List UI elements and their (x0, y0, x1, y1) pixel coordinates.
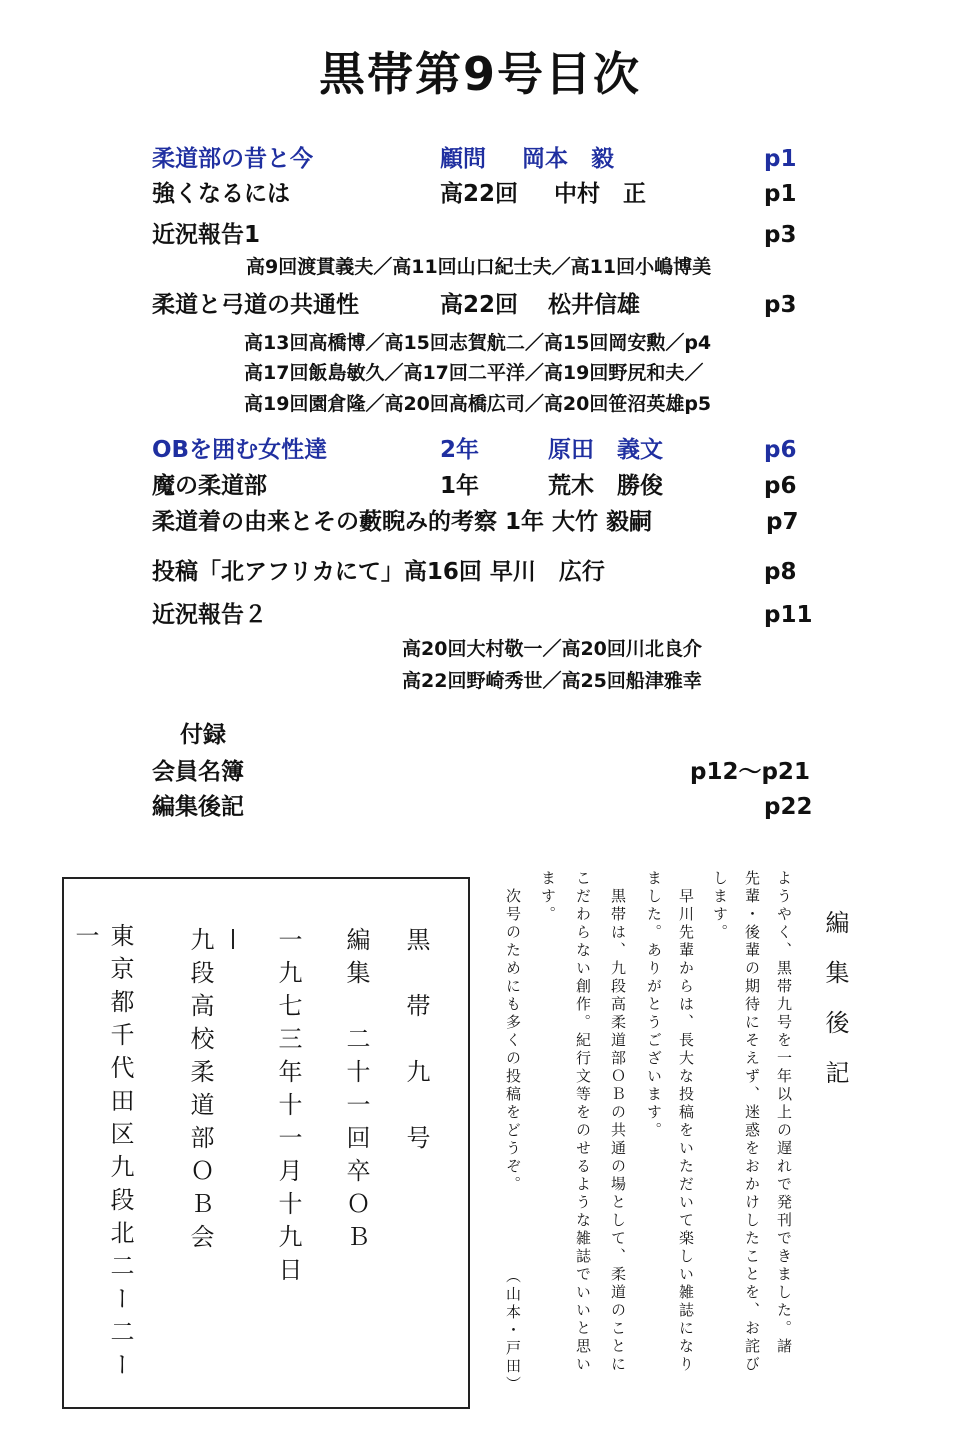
postscript-title: 編集後記 (821, 910, 849, 1110)
postscript-line: ます。 (539, 870, 557, 924)
postscript-line: します。 (711, 870, 729, 942)
entry-page: p12～p21 (690, 759, 810, 785)
postscript-line: ました。ありがとうございます。 (645, 870, 663, 1140)
postscript-line: こだわらない創作。紀行文等をのせるような雑誌でいいと思い (574, 870, 592, 1374)
entry-page: p11 (764, 602, 813, 628)
entry-page: p8 (764, 559, 797, 585)
entry-author-role: 2年 (440, 437, 480, 463)
postscript-line: 次号のためにも多くの投稿をどうぞ。 (504, 888, 522, 1194)
entry-author: 岡本 毅 (522, 146, 614, 172)
entry-subtitle: 高9回渡貫義夫／高11回山口紀士夫／高11回小嶋博美 (246, 256, 712, 278)
entry-title: 近況報告1 (152, 222, 261, 248)
entry-title: 魔の柔道部 (152, 473, 267, 499)
entry-page: p3 (764, 222, 797, 248)
entry-page: p3 (764, 292, 797, 318)
entry-page: p22 (764, 794, 813, 820)
entry-title: 会員名簿 (152, 759, 244, 785)
entry-author: 荒木 勝俊 (548, 473, 663, 499)
entry-title: 強くなるには (152, 181, 290, 207)
entry-subtitle: 高17回飯島敏久／高17回二平洋／高19回野尻和夫／ (244, 362, 704, 384)
entry-author: 松井信雄 (548, 292, 640, 318)
entry-page: p6 (764, 437, 797, 463)
colophon-box (62, 877, 470, 1409)
entry-title: 近況報告２ (152, 602, 267, 628)
postscript-line: 早川先輩からは、長大な投稿をいただいて楽しい雑誌になり (677, 888, 695, 1374)
entry-page: p6 (764, 473, 797, 499)
entry-subtitle: 高13回高橋博／高15回志賀航二／高15回岡安勲／p4 (244, 332, 712, 354)
entry-page: p7 (766, 509, 799, 535)
entry-title: 柔道着の由来とその藪睨み的考察 1年 大竹 毅嗣 (152, 509, 653, 535)
entry-author-role: 高22回 (440, 292, 519, 318)
entry-author: 中村 正 (554, 181, 646, 207)
entry-page: p1 (764, 181, 797, 207)
entry-subtitle: 高20回大村敬一／高20回川北良介 (402, 638, 702, 660)
entry-title: 柔道と弓道の共通性 (152, 292, 359, 318)
entry-subtitle: 高22回野崎秀世／高25回船津雅幸 (402, 670, 702, 692)
page-title: 黒帯第9号目次 (318, 47, 641, 101)
colophon-address: 東京都千代田区九段北二ー二ー一 (71, 923, 134, 1385)
entry-title: 投稿「北アフリカにて」高16回 早川 広行 (152, 559, 605, 585)
entry-title: 編集後記 (152, 794, 244, 820)
entry-title: OBを囲む女性達 (152, 437, 328, 463)
colophon-divider (232, 929, 234, 949)
postscript-signature: （山本・戸田） (504, 1268, 522, 1394)
postscript-line: 先輩・後輩の期待にそえず、迷惑をおかけしたことを、お詫び (743, 870, 761, 1374)
postscript-line: 黒帯は、九段高柔道部ＯＢの共通の場として、柔道のことに (609, 888, 627, 1374)
entry-author-role: 顧問 (440, 146, 486, 172)
entry-subtitle: 高19回園倉隆／高20回高橋広司／高20回笹沼英雄p5 (244, 393, 712, 415)
entry-author: 原田 義文 (548, 437, 663, 463)
colophon-publisher: 九段高校柔道部ＯＢ会 (186, 927, 214, 1257)
entry-title: 柔道部の昔と今 (152, 146, 313, 172)
entry-author-role: 高22回 (440, 181, 519, 207)
entry-author-role: 1年 (440, 473, 480, 499)
postscript-line: ようやく、黒帯九号を一年以上の遅れで発刊できました。諸 (775, 870, 793, 1356)
colophon-date: 一九七三年十一月十九日 (274, 927, 302, 1290)
appendix-heading: 付録 (180, 722, 226, 748)
colophon-magazine: 黒 帯 九 号 (402, 927, 430, 1158)
entry-page: p1 (764, 146, 797, 172)
colophon-editor: 編集 二十一回卒ＯＢ (342, 927, 370, 1257)
